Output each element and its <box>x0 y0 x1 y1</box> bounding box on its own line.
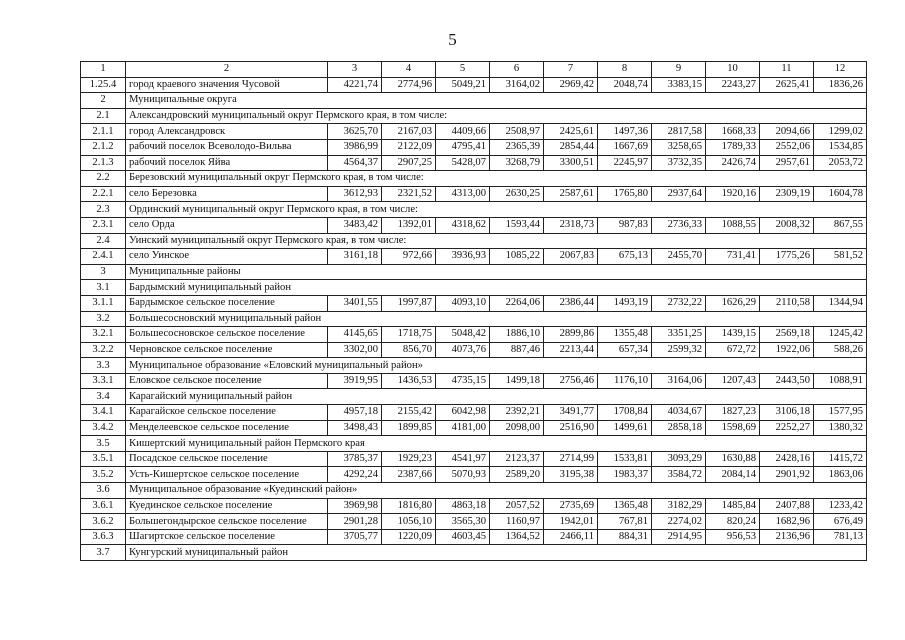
column-header: 7 <box>544 62 598 78</box>
table-row <box>81 155 867 171</box>
value-cell: 3705,77 <box>328 529 382 545</box>
value-cell: 3164,02 <box>490 77 544 93</box>
table-row <box>81 124 867 140</box>
value-cell: 3584,72 <box>652 467 706 483</box>
row-code: 3.6.2 <box>81 514 126 530</box>
table-body <box>81 62 867 561</box>
value-cell: 2245,97 <box>598 155 652 171</box>
value-cell: 1493,19 <box>598 295 652 311</box>
value-cell: 884,31 <box>598 529 652 545</box>
row-code: 3.7 <box>81 545 126 561</box>
value-cell: 675,13 <box>598 249 652 265</box>
column-header: 6 <box>490 62 544 78</box>
row-code: 2.4.1 <box>81 249 126 265</box>
value-cell: 4093,10 <box>436 295 490 311</box>
table-row <box>81 373 867 389</box>
column-header: 9 <box>652 62 706 78</box>
value-cell: 1630,88 <box>706 451 760 467</box>
row-code: 3.3 <box>81 358 126 374</box>
table-row <box>81 249 867 265</box>
value-cell: 2854,44 <box>544 139 598 155</box>
value-cell: 972,66 <box>382 249 436 265</box>
value-cell: 2625,41 <box>760 77 814 93</box>
value-cell: 4313,00 <box>436 186 490 202</box>
tariff-table <box>80 61 867 561</box>
section-row <box>81 389 867 405</box>
value-cell: 2084,14 <box>706 467 760 483</box>
value-cell: 867,55 <box>814 217 867 233</box>
section-title: Березовский муниципальный округ Пермского края, в том числе: <box>126 171 867 187</box>
section-row <box>81 108 867 124</box>
value-cell: 2321,52 <box>382 186 436 202</box>
value-cell: 2736,33 <box>652 217 706 233</box>
value-cell: 3093,29 <box>652 451 706 467</box>
value-cell: 2732,22 <box>652 295 706 311</box>
section-row <box>81 280 867 296</box>
value-cell: 1920,16 <box>706 186 760 202</box>
table-row <box>81 186 867 202</box>
section-title: Муниципальные округа <box>126 93 867 109</box>
section-title: Кишертский муниципальный район Пермского края <box>126 436 867 452</box>
value-cell: 2774,96 <box>382 77 436 93</box>
value-cell: 1593,44 <box>490 217 544 233</box>
value-cell: 4145,65 <box>328 327 382 343</box>
value-cell: 6042,98 <box>436 405 490 421</box>
header-row <box>81 62 867 78</box>
column-header: 12 <box>814 62 867 78</box>
value-cell: 3300,51 <box>544 155 598 171</box>
value-cell: 2443,50 <box>760 373 814 389</box>
value-cell: 2901,28 <box>328 514 382 530</box>
row-code: 3 <box>81 264 126 280</box>
row-code: 3.6 <box>81 483 126 499</box>
row-name: Бардымское сельское поселение <box>126 295 328 311</box>
value-cell: 1668,33 <box>706 124 760 140</box>
value-cell: 1436,53 <box>382 373 436 389</box>
value-cell: 2122,09 <box>382 139 436 155</box>
value-cell: 1708,84 <box>598 405 652 421</box>
value-cell: 2969,42 <box>544 77 598 93</box>
section-row <box>81 436 867 452</box>
section-row <box>81 358 867 374</box>
value-cell: 2008,32 <box>760 217 814 233</box>
row-name: Куединское сельское поселение <box>126 498 328 514</box>
row-name: город Александровск <box>126 124 328 140</box>
value-cell: 2048,74 <box>598 77 652 93</box>
value-cell: 672,72 <box>706 342 760 358</box>
value-cell: 3268,79 <box>490 155 544 171</box>
column-header: 8 <box>598 62 652 78</box>
row-code: 2.2.1 <box>81 186 126 202</box>
value-cell: 856,70 <box>382 342 436 358</box>
value-cell: 2392,21 <box>490 405 544 421</box>
value-cell: 5070,93 <box>436 467 490 483</box>
value-cell: 2630,25 <box>490 186 544 202</box>
value-cell: 2167,03 <box>382 124 436 140</box>
value-cell: 4795,41 <box>436 139 490 155</box>
row-code: 2 <box>81 93 126 109</box>
value-cell: 2243,27 <box>706 77 760 93</box>
value-cell: 1088,55 <box>706 217 760 233</box>
value-cell: 1233,42 <box>814 498 867 514</box>
value-cell: 1789,33 <box>706 139 760 155</box>
value-cell: 987,83 <box>598 217 652 233</box>
table-row <box>81 498 867 514</box>
value-cell: 1886,10 <box>490 327 544 343</box>
table-row <box>81 420 867 436</box>
value-cell: 3612,93 <box>328 186 382 202</box>
value-cell: 5428,07 <box>436 155 490 171</box>
value-cell: 1497,36 <box>598 124 652 140</box>
value-cell: 3258,65 <box>652 139 706 155</box>
value-cell: 1682,96 <box>760 514 814 530</box>
section-row <box>81 311 867 327</box>
row-code: 2.3 <box>81 202 126 218</box>
value-cell: 1983,37 <box>598 467 652 483</box>
row-code: 3.5.1 <box>81 451 126 467</box>
value-cell: 3351,25 <box>652 327 706 343</box>
value-cell: 3785,37 <box>328 451 382 467</box>
value-cell: 4409,66 <box>436 124 490 140</box>
row-code: 3.5.2 <box>81 467 126 483</box>
value-cell: 2053,72 <box>814 155 867 171</box>
value-cell: 1899,85 <box>382 420 436 436</box>
row-name: село Орда <box>126 217 328 233</box>
value-cell: 2252,27 <box>760 420 814 436</box>
value-cell: 1863,06 <box>814 467 867 483</box>
value-cell: 1085,22 <box>490 249 544 265</box>
value-cell: 3483,42 <box>328 217 382 233</box>
value-cell: 820,24 <box>706 514 760 530</box>
column-header: 3 <box>328 62 382 78</box>
value-cell: 3161,18 <box>328 249 382 265</box>
section-title: Муниципальное образование «Куединский район» <box>126 483 867 499</box>
section-row <box>81 545 867 561</box>
row-code: 2.4 <box>81 233 126 249</box>
value-cell: 4318,62 <box>436 217 490 233</box>
value-cell: 2057,52 <box>490 498 544 514</box>
value-cell: 1816,80 <box>382 498 436 514</box>
table-row <box>81 467 867 483</box>
value-cell: 1439,15 <box>706 327 760 343</box>
section-title: Большесосновский муниципальный район <box>126 311 867 327</box>
row-code: 3.2 <box>81 311 126 327</box>
value-cell: 956,53 <box>706 529 760 545</box>
value-cell: 781,13 <box>814 529 867 545</box>
row-code: 2.1 <box>81 108 126 124</box>
section-row <box>81 264 867 280</box>
value-cell: 2309,19 <box>760 186 814 202</box>
row-code: 2.1.1 <box>81 124 126 140</box>
value-cell: 2508,97 <box>490 124 544 140</box>
row-code: 2.1.2 <box>81 139 126 155</box>
value-cell: 2957,61 <box>760 155 814 171</box>
value-cell: 1929,23 <box>382 451 436 467</box>
value-cell: 3182,29 <box>652 498 706 514</box>
value-cell: 3625,70 <box>328 124 382 140</box>
value-cell: 1499,61 <box>598 420 652 436</box>
value-cell: 1380,32 <box>814 420 867 436</box>
value-cell: 2213,44 <box>544 342 598 358</box>
value-cell: 1533,81 <box>598 451 652 467</box>
value-cell: 4603,45 <box>436 529 490 545</box>
row-name: Большесосновское сельское поселение <box>126 327 328 343</box>
table-row <box>81 327 867 343</box>
section-row <box>81 202 867 218</box>
page-number: 5 <box>448 30 457 49</box>
table-row <box>81 451 867 467</box>
value-cell: 1499,18 <box>490 373 544 389</box>
row-code: 3.4.2 <box>81 420 126 436</box>
value-cell: 2858,18 <box>652 420 706 436</box>
value-cell: 2386,44 <box>544 295 598 311</box>
value-cell: 2901,92 <box>760 467 814 483</box>
value-cell: 2387,66 <box>382 467 436 483</box>
value-cell: 1176,10 <box>598 373 652 389</box>
value-cell: 2136,96 <box>760 529 814 545</box>
value-cell: 1364,52 <box>490 529 544 545</box>
section-row <box>81 93 867 109</box>
value-cell: 3302,00 <box>328 342 382 358</box>
row-code: 2.1.3 <box>81 155 126 171</box>
value-cell: 3491,77 <box>544 405 598 421</box>
value-cell: 887,46 <box>490 342 544 358</box>
table-row <box>81 342 867 358</box>
row-code: 3.2.2 <box>81 342 126 358</box>
column-header: 1 <box>81 62 126 78</box>
value-cell: 4541,97 <box>436 451 490 467</box>
value-cell: 2914,95 <box>652 529 706 545</box>
value-cell: 4863,18 <box>436 498 490 514</box>
value-cell: 3106,18 <box>760 405 814 421</box>
row-name: Большегондырское сельское поселение <box>126 514 328 530</box>
value-cell: 1922,06 <box>760 342 814 358</box>
row-code: 2.2 <box>81 171 126 187</box>
value-cell: 1534,85 <box>814 139 867 155</box>
table-row <box>81 217 867 233</box>
value-cell: 3732,35 <box>652 155 706 171</box>
value-cell: 3986,99 <box>328 139 382 155</box>
value-cell: 2110,58 <box>760 295 814 311</box>
value-cell: 4957,18 <box>328 405 382 421</box>
value-cell: 2756,46 <box>544 373 598 389</box>
value-cell: 3565,30 <box>436 514 490 530</box>
value-cell: 1577,95 <box>814 405 867 421</box>
section-title: Карагайский муниципальный район <box>126 389 867 405</box>
value-cell: 4221,74 <box>328 77 382 93</box>
section-title: Муниципальные районы <box>126 264 867 280</box>
value-cell: 2094,66 <box>760 124 814 140</box>
value-cell: 1365,48 <box>598 498 652 514</box>
row-code: 3.6.1 <box>81 498 126 514</box>
row-name: Еловское сельское поселение <box>126 373 328 389</box>
value-cell: 2899,86 <box>544 327 598 343</box>
value-cell: 3383,15 <box>652 77 706 93</box>
section-title: Бардымский муниципальный район <box>126 280 867 296</box>
value-cell: 2599,32 <box>652 342 706 358</box>
value-cell: 2516,90 <box>544 420 598 436</box>
row-name: Карагайское сельское поселение <box>126 405 328 421</box>
row-name: Менделеевское сельское поселение <box>126 420 328 436</box>
section-title: Муниципальное образование «Еловский муниципальный район» <box>126 358 867 374</box>
value-cell: 3919,95 <box>328 373 382 389</box>
table-row <box>81 405 867 421</box>
value-cell: 4564,37 <box>328 155 382 171</box>
value-cell: 2067,83 <box>544 249 598 265</box>
value-cell: 2735,69 <box>544 498 598 514</box>
value-cell: 3164,06 <box>652 373 706 389</box>
value-cell: 2817,58 <box>652 124 706 140</box>
row-code: 3.6.3 <box>81 529 126 545</box>
table-row <box>81 139 867 155</box>
row-name: рабочий поселок Всеволодо-Вильва <box>126 139 328 155</box>
row-code: 3.4 <box>81 389 126 405</box>
value-cell: 2937,64 <box>652 186 706 202</box>
value-cell: 5049,21 <box>436 77 490 93</box>
value-cell: 676,49 <box>814 514 867 530</box>
value-cell: 4292,24 <box>328 467 382 483</box>
row-name: Усть-Кишертское сельское поселение <box>126 467 328 483</box>
value-cell: 4181,00 <box>436 420 490 436</box>
value-cell: 2365,39 <box>490 139 544 155</box>
value-cell: 1667,69 <box>598 139 652 155</box>
value-cell: 1765,80 <box>598 186 652 202</box>
value-cell: 2552,06 <box>760 139 814 155</box>
value-cell: 1207,43 <box>706 373 760 389</box>
value-cell: 588,26 <box>814 342 867 358</box>
value-cell: 3195,38 <box>544 467 598 483</box>
value-cell: 5048,42 <box>436 327 490 343</box>
value-cell: 4034,67 <box>652 405 706 421</box>
value-cell: 1088,91 <box>814 373 867 389</box>
row-name: город краевого значения Чусовой <box>126 77 328 93</box>
table-row <box>81 77 867 93</box>
value-cell: 4735,15 <box>436 373 490 389</box>
section-row <box>81 233 867 249</box>
value-cell: 2907,25 <box>382 155 436 171</box>
value-cell: 1598,69 <box>706 420 760 436</box>
value-cell: 2264,06 <box>490 295 544 311</box>
row-name: Посадское сельское поселение <box>126 451 328 467</box>
row-code: 3.2.1 <box>81 327 126 343</box>
column-header: 11 <box>760 62 814 78</box>
value-cell: 2155,42 <box>382 405 436 421</box>
row-code: 2.3.1 <box>81 217 126 233</box>
value-cell: 581,52 <box>814 249 867 265</box>
value-cell: 2714,99 <box>544 451 598 467</box>
table-row <box>81 295 867 311</box>
value-cell: 1827,23 <box>706 405 760 421</box>
section-title: Кунгурский муниципальный район <box>126 545 867 561</box>
value-cell: 2428,16 <box>760 451 814 467</box>
value-cell: 767,81 <box>598 514 652 530</box>
section-row <box>81 483 867 499</box>
row-name: Черновское сельское поселение <box>126 342 328 358</box>
row-code: 3.4.1 <box>81 405 126 421</box>
column-header: 2 <box>126 62 328 78</box>
value-cell: 2407,88 <box>760 498 814 514</box>
value-cell: 3401,55 <box>328 295 382 311</box>
row-code: 3.1 <box>81 280 126 296</box>
value-cell: 2466,11 <box>544 529 598 545</box>
table-row <box>81 529 867 545</box>
value-cell: 1344,94 <box>814 295 867 311</box>
value-cell: 3936,93 <box>436 249 490 265</box>
value-cell: 2318,73 <box>544 217 598 233</box>
value-cell: 1626,29 <box>706 295 760 311</box>
value-cell: 1392,01 <box>382 217 436 233</box>
value-cell: 2123,37 <box>490 451 544 467</box>
value-cell: 657,34 <box>598 342 652 358</box>
value-cell: 1604,78 <box>814 186 867 202</box>
value-cell: 1220,09 <box>382 529 436 545</box>
value-cell: 2589,20 <box>490 467 544 483</box>
row-code: 3.1.1 <box>81 295 126 311</box>
value-cell: 1942,01 <box>544 514 598 530</box>
row-code: 1.25.4 <box>81 77 126 93</box>
section-title: Уинский муниципальный округ Пермского края, в том числе: <box>126 233 867 249</box>
value-cell: 1245,42 <box>814 327 867 343</box>
value-cell: 1836,26 <box>814 77 867 93</box>
value-cell: 1299,02 <box>814 124 867 140</box>
row-name: село Уинское <box>126 249 328 265</box>
column-header: 4 <box>382 62 436 78</box>
value-cell: 1355,48 <box>598 327 652 343</box>
row-code: 3.3.1 <box>81 373 126 389</box>
value-cell: 3498,43 <box>328 420 382 436</box>
section-title: Александровский муниципальный округ Пермского края, в том числе: <box>126 108 867 124</box>
value-cell: 2425,61 <box>544 124 598 140</box>
value-cell: 1415,72 <box>814 451 867 467</box>
value-cell: 2426,74 <box>706 155 760 171</box>
row-name: Шагиртское сельское поселение <box>126 529 328 545</box>
value-cell: 1718,75 <box>382 327 436 343</box>
value-cell: 3969,98 <box>328 498 382 514</box>
row-code: 3.5 <box>81 436 126 452</box>
column-header: 10 <box>706 62 760 78</box>
section-title: Ординский муниципальный округ Пермского края, в том числе: <box>126 202 867 218</box>
value-cell: 1056,10 <box>382 514 436 530</box>
section-row <box>81 171 867 187</box>
value-cell: 1485,84 <box>706 498 760 514</box>
value-cell: 731,41 <box>706 249 760 265</box>
value-cell: 2274,02 <box>652 514 706 530</box>
column-header: 5 <box>436 62 490 78</box>
value-cell: 1160,97 <box>490 514 544 530</box>
value-cell: 1997,87 <box>382 295 436 311</box>
table-row <box>81 514 867 530</box>
value-cell: 2569,18 <box>760 327 814 343</box>
value-cell: 4073,76 <box>436 342 490 358</box>
value-cell: 2098,00 <box>490 420 544 436</box>
row-name: рабочий поселок Яйва <box>126 155 328 171</box>
value-cell: 2455,70 <box>652 249 706 265</box>
row-name: село Березовка <box>126 186 328 202</box>
value-cell: 2587,61 <box>544 186 598 202</box>
value-cell: 1775,26 <box>760 249 814 265</box>
